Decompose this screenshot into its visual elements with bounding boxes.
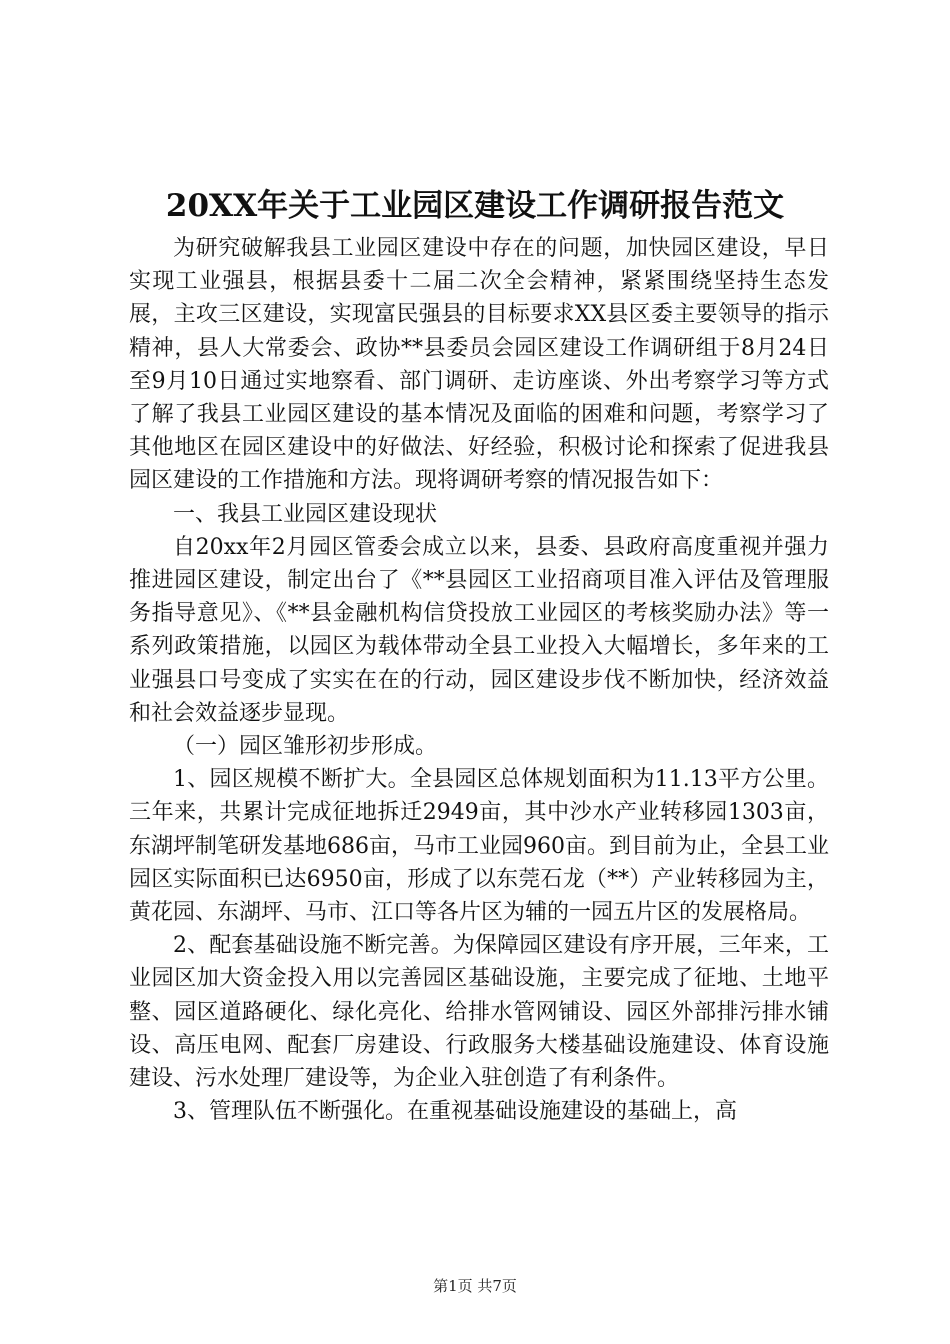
- page-footer: 第1页 共7页: [433, 1277, 517, 1295]
- section-heading-1: 一、我县工业园区建设现状: [173, 501, 438, 527]
- document-title: 20XX年关于工业园区建设工作调研报告范文: [165, 188, 785, 224]
- paragraph-intro: 为研究破解我县工业园区建设中存在的问题，加快园区建设，早日实现工业强县，根据县委十二届二次全会精神，紧紧围绕坚持生态发展，主攻三区建设，实现富民强县的目标要求XX县区委主要领导的指示精神，县人大常委会、政协**县委员会园区建设工作调研组于8月24日至9月10日通过实地察看、部门调研、走访座谈、外出考察学习等方式了解了我县工业园区建设的基本情况及面临的困难和问题，考察学习了其他地区在园区建设中的好做法、好经验，积极讨论和探索了促进我县园区建设的工作措施和方法。现将调研考察的情况报告如下：: [129, 236, 829, 494]
- document-body: [129, 232, 829, 1128]
- paragraph-status: 自20xx年2月园区管委会成立以来，县委、县政府高度重视并强力推进园区建设，制定出台了《**县园区工业招商项目准入评估及管理服务指导意见》、《**县金融机构信贷投放工业园区的考核奖励办法》等一系列政策措施，以园区为载体带动全县工业投入大幅增长，多年来的工业强县口号变成了实实在在的行动，园区建设步伐不断加快，经济效益和社会效益逐步显现。: [129, 534, 829, 726]
- paragraph-item-3: 3、管理队伍不断强化。在重视基础设施建设的基础上，高: [173, 1099, 737, 1125]
- paragraph-item-1: 1、园区规模不断扩大。全县园区总体规划面积为11.13平方公里。三年来，共累计完成征地拆迁2949亩，其中沙水产业转移园1303亩，东湖坪制笔研发基地686亩，马市工业园960亩。到目前为止，全县工业园区实际面积已达6950亩，形成了以东莞石龙（**）产业转移园为主，黄花园、东湖坪、马市、江口等各片区为辅的一园五片区的发展格局。: [129, 767, 829, 926]
- subsection-heading-1: （一）园区雏形初步形成。: [173, 734, 438, 760]
- paragraph-item-2: 2、配套基础设施不断完善。为保障园区建设有序开展，三年来，工业园区加大资金投入用以完善园区基础设施，主要完成了征地、土地平整、园区道路硬化、绿化亮化、给排水管网铺设、园区外部排污排水铺设、高压电网、配套厂房建设、行政服务大楼基础设施建设、体育设施建设、污水处理厂建设等，为企业入驻创造了有利条件。: [129, 933, 829, 1092]
